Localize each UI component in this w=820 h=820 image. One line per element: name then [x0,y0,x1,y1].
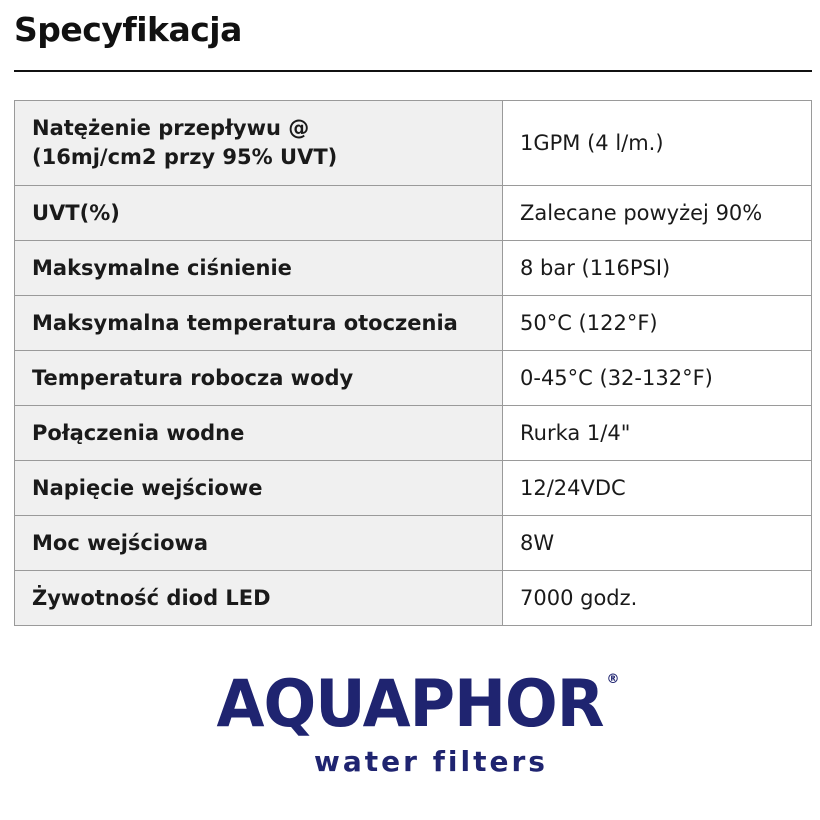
table-row [15,186,812,241]
spec-label-cell: Napięcie wejściowe [15,461,503,516]
page-title: Specyfikacja [14,10,242,49]
spec-value-cell: Zalecane powyżej 90% [503,186,812,241]
spec-label-line2: (16mj/cm2 przy 95% UVT) [32,145,338,169]
title-divider [14,70,812,72]
spec-value-cell: 1GPM (4 l/m.) [503,101,812,186]
aquaphor-logo [0,665,820,778]
spec-value-cell: 12/24VDC [503,461,812,516]
spec-value-cell: 8W [503,516,812,571]
registered-mark: ® [606,671,620,688]
spec-label-cell: Moc wejściowa [15,516,503,571]
spec-label-cell: Temperatura robocza wody [15,351,503,406]
spec-label-cell: Maksymalne ciśnienie [15,241,503,296]
logo-brand-text: AQUAPHOR [216,665,604,742]
table-row [15,241,812,296]
table-row [15,406,812,461]
specification-table [14,100,812,626]
table-row [15,461,812,516]
spec-label-cell: Maksymalna temperatura otoczenia [15,296,503,351]
spec-label-cell [15,101,503,186]
logo-tagline: water filters [314,745,548,778]
table-row [15,571,812,626]
table-row [15,296,812,351]
table-row [15,516,812,571]
spec-label-cell: Żywotność diod LED [15,571,503,626]
spec-label-cell: UVT(%) [15,186,503,241]
spec-value-cell: 8 bar (116PSI) [503,241,812,296]
spec-value-cell: 50°C (122°F) [503,296,812,351]
spec-label-line1: Natężenie przepływu @ [32,116,310,140]
spec-label-cell: Połączenia wodne [15,406,503,461]
spec-value-cell: Rurka 1/4" [503,406,812,461]
spec-value-cell: 0-45°C (32-132°F) [503,351,812,406]
spec-value-cell: 7000 godz. [503,571,812,626]
table-row [15,351,812,406]
logo-brand-wordmark [216,665,620,742]
table-row [15,101,812,186]
